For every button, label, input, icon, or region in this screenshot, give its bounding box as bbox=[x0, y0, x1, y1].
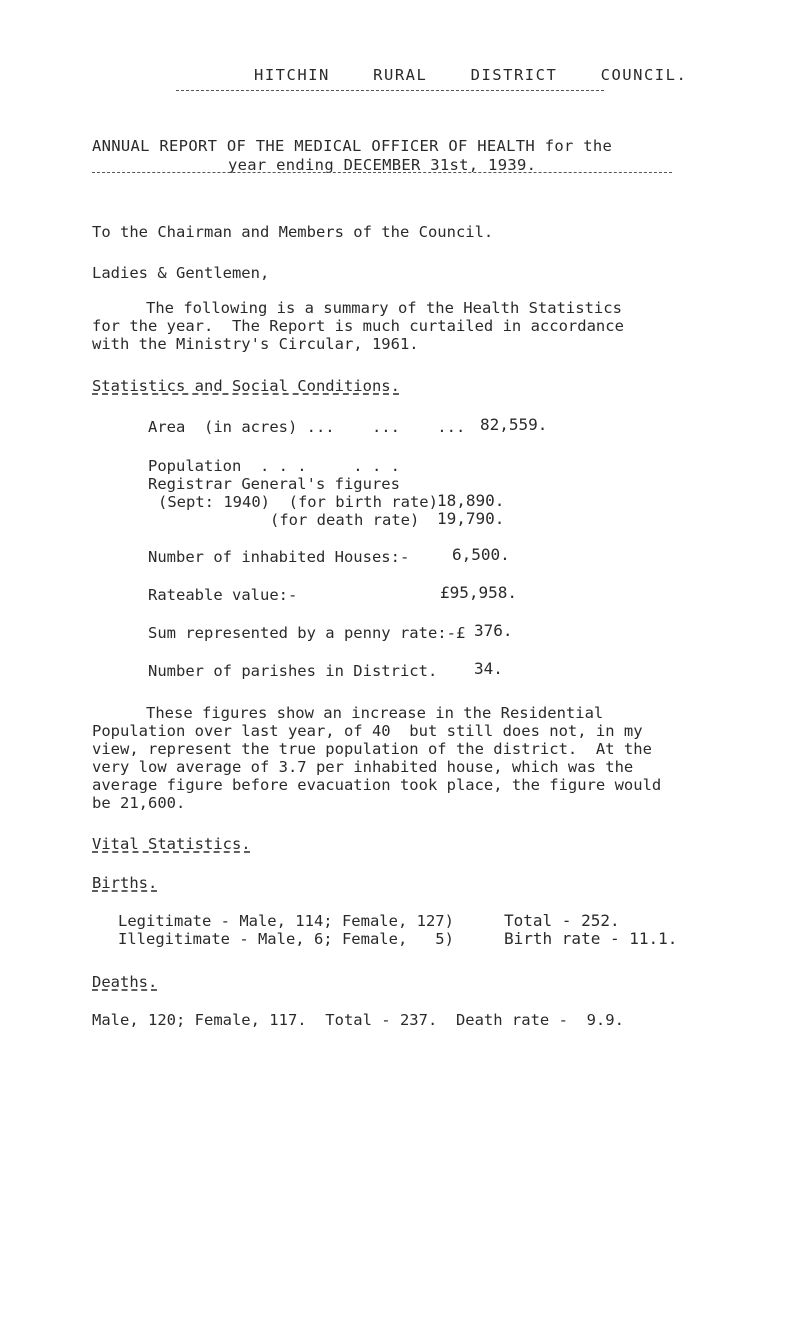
registrar-line-1: Registrar General's figures bbox=[148, 475, 400, 493]
birth-rate-population: 18,890. bbox=[437, 491, 505, 510]
illegitimate-births: Illegitimate - Male, 6; Female, 5) bbox=[118, 930, 454, 948]
address-line: To the Chairman and Members of the Council. bbox=[92, 223, 494, 241]
deaths-heading: Deaths. bbox=[92, 973, 158, 991]
vital-statistics-heading: Vital Statistics. bbox=[92, 835, 251, 853]
births-heading: Births. bbox=[92, 874, 158, 892]
rateable-value: £95,958. bbox=[440, 583, 518, 602]
commentary-line-3: view, represent the true population of the district. At the bbox=[92, 740, 652, 758]
penny-rate-label: Sum represented by a penny rate:-£ bbox=[148, 624, 466, 642]
commentary-line-1: These figures show an increase in the Residential bbox=[146, 704, 604, 722]
intro-line-3: with the Ministry's Circular, 1961. bbox=[92, 335, 419, 353]
parishes-label: Number of parishes in District. bbox=[148, 662, 438, 680]
houses-value: 6,500. bbox=[452, 545, 510, 564]
registrar-line-2: (Sept: 1940) (for birth rate) bbox=[158, 493, 438, 511]
death-rate-population: 19,790. bbox=[437, 509, 505, 528]
commentary-line-6: be 21,600. bbox=[92, 794, 186, 812]
heading-rule bbox=[176, 90, 604, 91]
rateable-label: Rateable value:- bbox=[148, 586, 298, 604]
greeting-line: Ladies & Gentlemen, bbox=[92, 264, 270, 282]
intro-line-2: for the year. The Report is much curtailed in accordance bbox=[92, 317, 624, 335]
statistics-heading: Statistics and Social Conditions. bbox=[92, 377, 400, 395]
intro-line-1: The following is a summary of the Health Statistics bbox=[146, 299, 622, 317]
deaths-line: Male, 120; Female, 117. Total - 237. Death rate - 9.9. bbox=[92, 1011, 624, 1029]
report-title-line2: year ending DECEMBER 31st, 1939. bbox=[228, 156, 537, 174]
legitimate-births: Legitimate - Male, 114; Female, 127) bbox=[118, 912, 454, 930]
area-value: 82,559. bbox=[480, 415, 548, 434]
parishes-value: 34. bbox=[474, 659, 503, 678]
commentary-line-2: Population over last year, of 40 but still does not, in my bbox=[92, 722, 643, 740]
population-label: Population . . . . . . bbox=[148, 457, 400, 475]
area-label: Area (in acres) ... ... ... bbox=[148, 418, 466, 436]
births-total: Total - 252. bbox=[504, 911, 620, 930]
commentary-line-5: average figure before evacuation took place, the figure would bbox=[92, 776, 662, 794]
houses-label: Number of inhabited Houses:- bbox=[148, 548, 410, 566]
commentary-line-4: very low average of 3.7 per inhabited house, which was the bbox=[92, 758, 634, 776]
council-heading: HITCHIN RURAL DISTRICT COUNCIL. bbox=[254, 66, 688, 84]
report-title-line1: ANNUAL REPORT OF THE MEDICAL OFFICER OF HEALTH for the bbox=[92, 137, 613, 155]
penny-rate-value: 376. bbox=[474, 621, 513, 640]
birth-rate: Birth rate - 11.1. bbox=[504, 929, 678, 948]
title-rule bbox=[92, 172, 672, 173]
registrar-line-3: (for death rate) bbox=[270, 511, 420, 529]
